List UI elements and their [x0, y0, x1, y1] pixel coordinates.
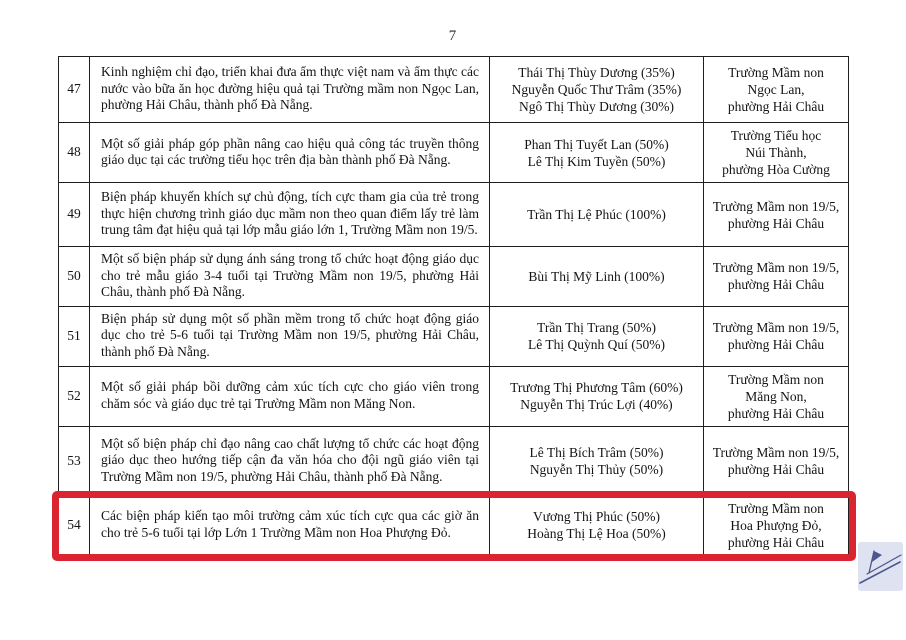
school-cell: Trường Mầm non 19/5, phường Hải Châu [704, 426, 849, 496]
row-number-cell: 54 [59, 496, 90, 554]
row-number-cell: 48 [59, 123, 90, 183]
pen-signature-icon [858, 542, 903, 591]
row-number-cell: 47 [59, 57, 90, 123]
page-number: 7 [448, 28, 457, 44]
table-row [59, 306, 849, 366]
row-number-cell: 53 [59, 426, 90, 496]
table-body [59, 57, 849, 555]
school-cell: Trường Tiểu học Núi Thành, phường Hòa Cường [704, 123, 849, 183]
school-cell: Trường Mầm non 19/5, phường Hải Châu [704, 247, 849, 307]
authors-cell: Lê Thị Bích Trâm (50%) Nguyễn Thị Thủy (50%) [490, 426, 704, 496]
initiatives-table [58, 56, 849, 555]
authors-cell: Trần Thị Lệ Phúc (100%) [490, 183, 704, 247]
row-number-cell: 51 [59, 306, 90, 366]
initiative-title-cell: Một số biện pháp sử dụng ánh sáng trong tổ chức hoạt động giáo dục cho trẻ mẫu giáo 3-4 tuổi tại Trường Mầm non 19/5, phường Hải Châu, thành phố Đà Nẵng. [90, 247, 490, 307]
initiative-title-cell: Một số giải pháp góp phần nâng cao hiệu quả công tác truyền thông giáo dục tại các trường tiểu học trên địa bàn thành phố Đà Nẵng. [90, 123, 490, 183]
table-row [59, 183, 849, 247]
school-cell: Trường Mầm non Hoa Phượng Đỏ, phường Hải Châu [704, 496, 849, 554]
school-cell: Trường Mầm non 19/5, phường Hải Châu [704, 183, 849, 247]
authors-cell: Trương Thị Phương Tâm (60%) Nguyễn Thị Trúc Lợi (40%) [490, 366, 704, 426]
initiative-title-cell: Một số biện pháp chỉ đạo nâng cao chất lượng tổ chức các hoạt động giáo dục theo hướng tiếp cận đa văn hóa cho đội ngũ giáo viên tại Trường Mầm non 19/5, phường Hải Châu, thành phố Đà Nẵng. [90, 426, 490, 496]
authors-cell: Phan Thị Tuyết Lan (50%) Lê Thị Kim Tuyền (50%) [490, 123, 704, 183]
row-number-cell: 52 [59, 366, 90, 426]
school-cell: Trường Mầm non Ngọc Lan, phường Hải Châu [704, 57, 849, 123]
table-row [59, 426, 849, 496]
initiative-title-cell: Biện pháp sử dụng một số phần mềm trong tổ chức hoạt động giáo dục cho trẻ 5-6 tuổi tại Trường Mầm non 19/5, phường Hải Châu, thành phố Đà Nẵng. [90, 306, 490, 366]
initiative-title-cell: Kinh nghiệm chỉ đạo, triển khai đưa ẩm thực việt nam và ẩm thực các nước vào bữa ăn học đường hiệu quả tại Trường mầm non Ngọc Lan, phường Hải Châu, thành phố Đà Nẵng. [90, 57, 490, 123]
authors-cell: Bùi Thị Mỹ Linh (100%) [490, 247, 704, 307]
initiative-title-cell: Một số giải pháp bồi dưỡng cảm xúc tích cực cho giáo viên trong chăm sóc và giáo dục trẻ tại Trường Mầm non Măng Non. [90, 366, 490, 426]
table-row [59, 496, 849, 554]
table-row [59, 247, 849, 307]
authors-cell: Thái Thị Thùy Dương (35%) Nguyễn Quốc Thư Trâm (35%) Ngô Thị Thùy Dương (30%) [490, 57, 704, 123]
table-row [59, 123, 849, 183]
table-row [59, 57, 849, 123]
table-row [59, 366, 849, 426]
school-cell: Trường Mầm non Măng Non, phường Hải Châu [704, 366, 849, 426]
row-number-cell: 50 [59, 247, 90, 307]
initiative-title-cell: Các biện pháp kiến tạo môi trường cảm xúc tích cực qua các giờ ăn cho trẻ 5-6 tuổi tại lớp Lớn 1 Trường Mầm non Hoa Phượng Đỏ. [90, 496, 490, 554]
initiative-title-cell: Biện pháp khuyến khích sự chủ động, tích cực tham gia của trẻ trong thực hiện chương trình giáo dục mầm non theo quan điểm lấy trẻ làm trung tâm đạt hiệu quả tại lớp mẫu giáo lớn 1, Trường Mầm non 19/5. [90, 183, 490, 247]
row-number-cell: 49 [59, 183, 90, 247]
authors-cell: Trần Thị Trang (50%) Lê Thị Quỳnh Quí (50%) [490, 306, 704, 366]
school-cell: Trường Mầm non 19/5, phường Hải Châu [704, 306, 849, 366]
authors-cell: Vương Thị Phúc (50%) Hoàng Thị Lệ Hoa (50%) [490, 496, 704, 554]
